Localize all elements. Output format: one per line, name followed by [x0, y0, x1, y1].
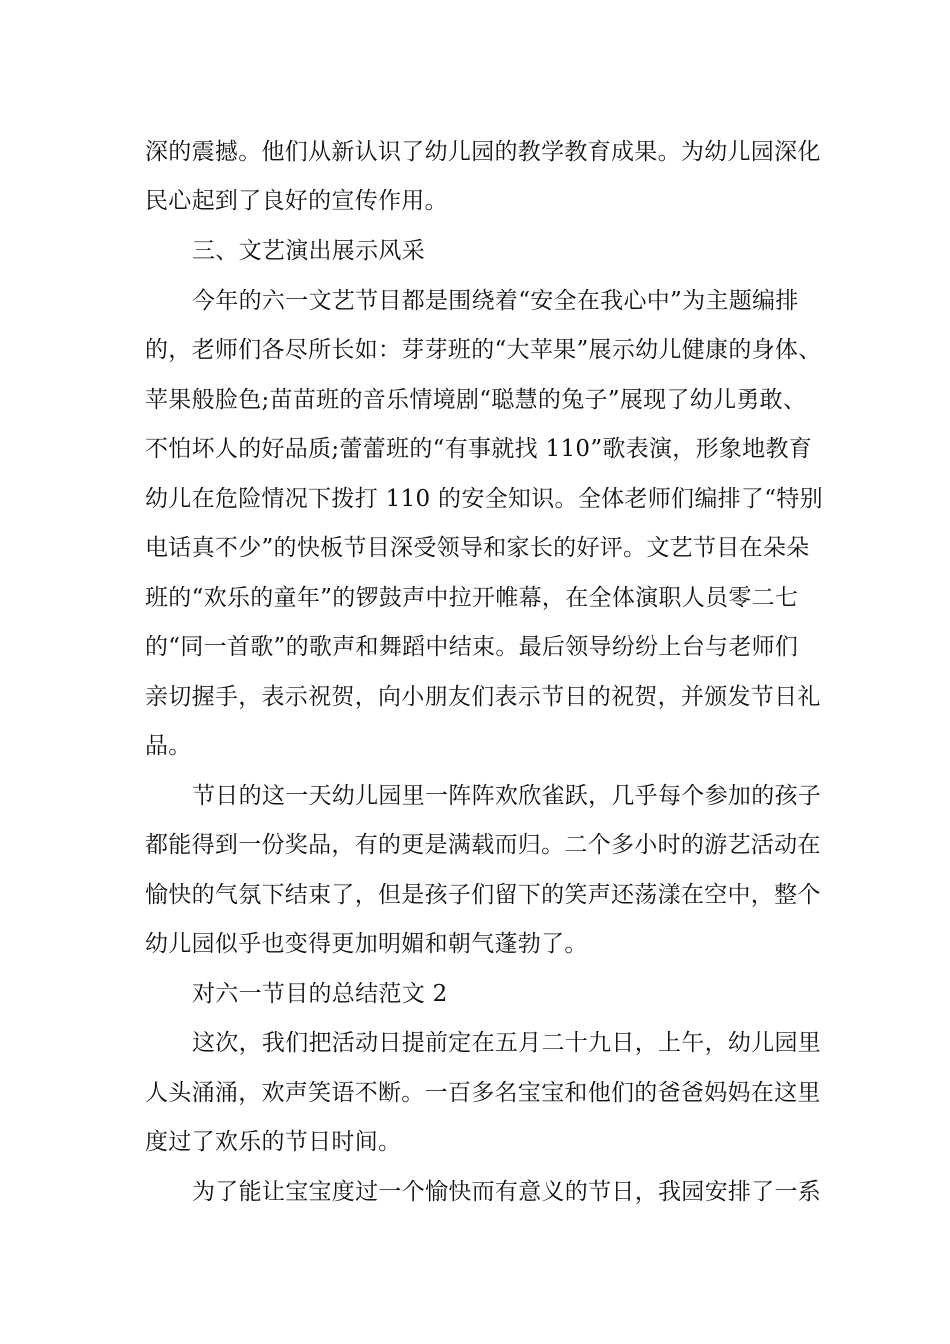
- paragraph-line: 今年的六一文艺节目都是围绕着“安全在我心中”为主题编排: [192, 288, 799, 314]
- paragraph-line: 品。: [145, 733, 192, 759]
- paragraph-line: 节日的这一天幼儿园里一阵阵欢欣雀跃，几乎每个参加的孩子: [192, 783, 822, 809]
- paragraph-line: 电话真不少”的快板节目深受领导和家长的好评。文艺节目在朵朵: [145, 535, 810, 561]
- paragraph-line: 幼儿在危险情况下拨打 110 的安全知识。全体老师们编排了“特别: [145, 486, 823, 512]
- paragraph-line: 民心起到了良好的宣传作用。: [145, 188, 448, 214]
- paragraph-line: 为了能让宝宝度过一个愉快而有意义的节日，我园安排了一系: [192, 1179, 822, 1205]
- paragraph-line: 的“同一首歌”的歌声和舞蹈中结束。最后领导纷纷上台与老师们: [145, 634, 799, 660]
- paragraph-line: 班的“欢乐的童年”的锣鼓声中拉开帷幕，在全体演职人员零二七: [145, 585, 799, 611]
- paragraph-line: 幼儿园似乎也变得更加明媚和朝气蓬勃了。: [145, 931, 588, 957]
- paragraph-line: 苹果般脸色;苗苗班的音乐情境剧“聪慧的兔子”展现了幼儿勇敢、: [145, 387, 807, 413]
- paragraph-line: 人头涌涌，欢声笑语不断。一百多名宝宝和他们的爸爸妈妈在这里: [145, 1080, 821, 1106]
- paragraph-line: 的，老师们各尽所长如：芽芽班的“大苹果”展示幼儿健康的身体、: [145, 337, 822, 363]
- paragraph-line: 这次，我们把活动日提前定在五月二十九日，上午，幼儿园里: [192, 1030, 822, 1056]
- section-heading: 对六一节目的总结范文 2: [192, 981, 448, 1007]
- section-heading: 三、文艺演出展示风采: [192, 238, 425, 264]
- paragraph-line: 深的震撼。他们从新认识了幼儿园的教学教育成果。为幼儿园深化: [145, 139, 821, 165]
- paragraph-line: 都能得到一份奖品，有的更是满载而归。二个多小时的游艺活动在: [145, 832, 821, 858]
- paragraph-line: 不怕坏人的好品质;蕾蕾班的“有事就找 110”歌表演，形象地教育: [145, 436, 813, 462]
- paragraph-line: 亲切握手，表示祝贺，向小朋友们表示节日的祝贺，并颁发节日礼: [145, 684, 821, 710]
- paragraph-line: 度过了欢乐的节日时间。: [145, 1129, 402, 1155]
- paragraph-line: 愉快的气氛下结束了，但是孩子们留下的笑声还荡漾在空中，整个: [145, 882, 821, 908]
